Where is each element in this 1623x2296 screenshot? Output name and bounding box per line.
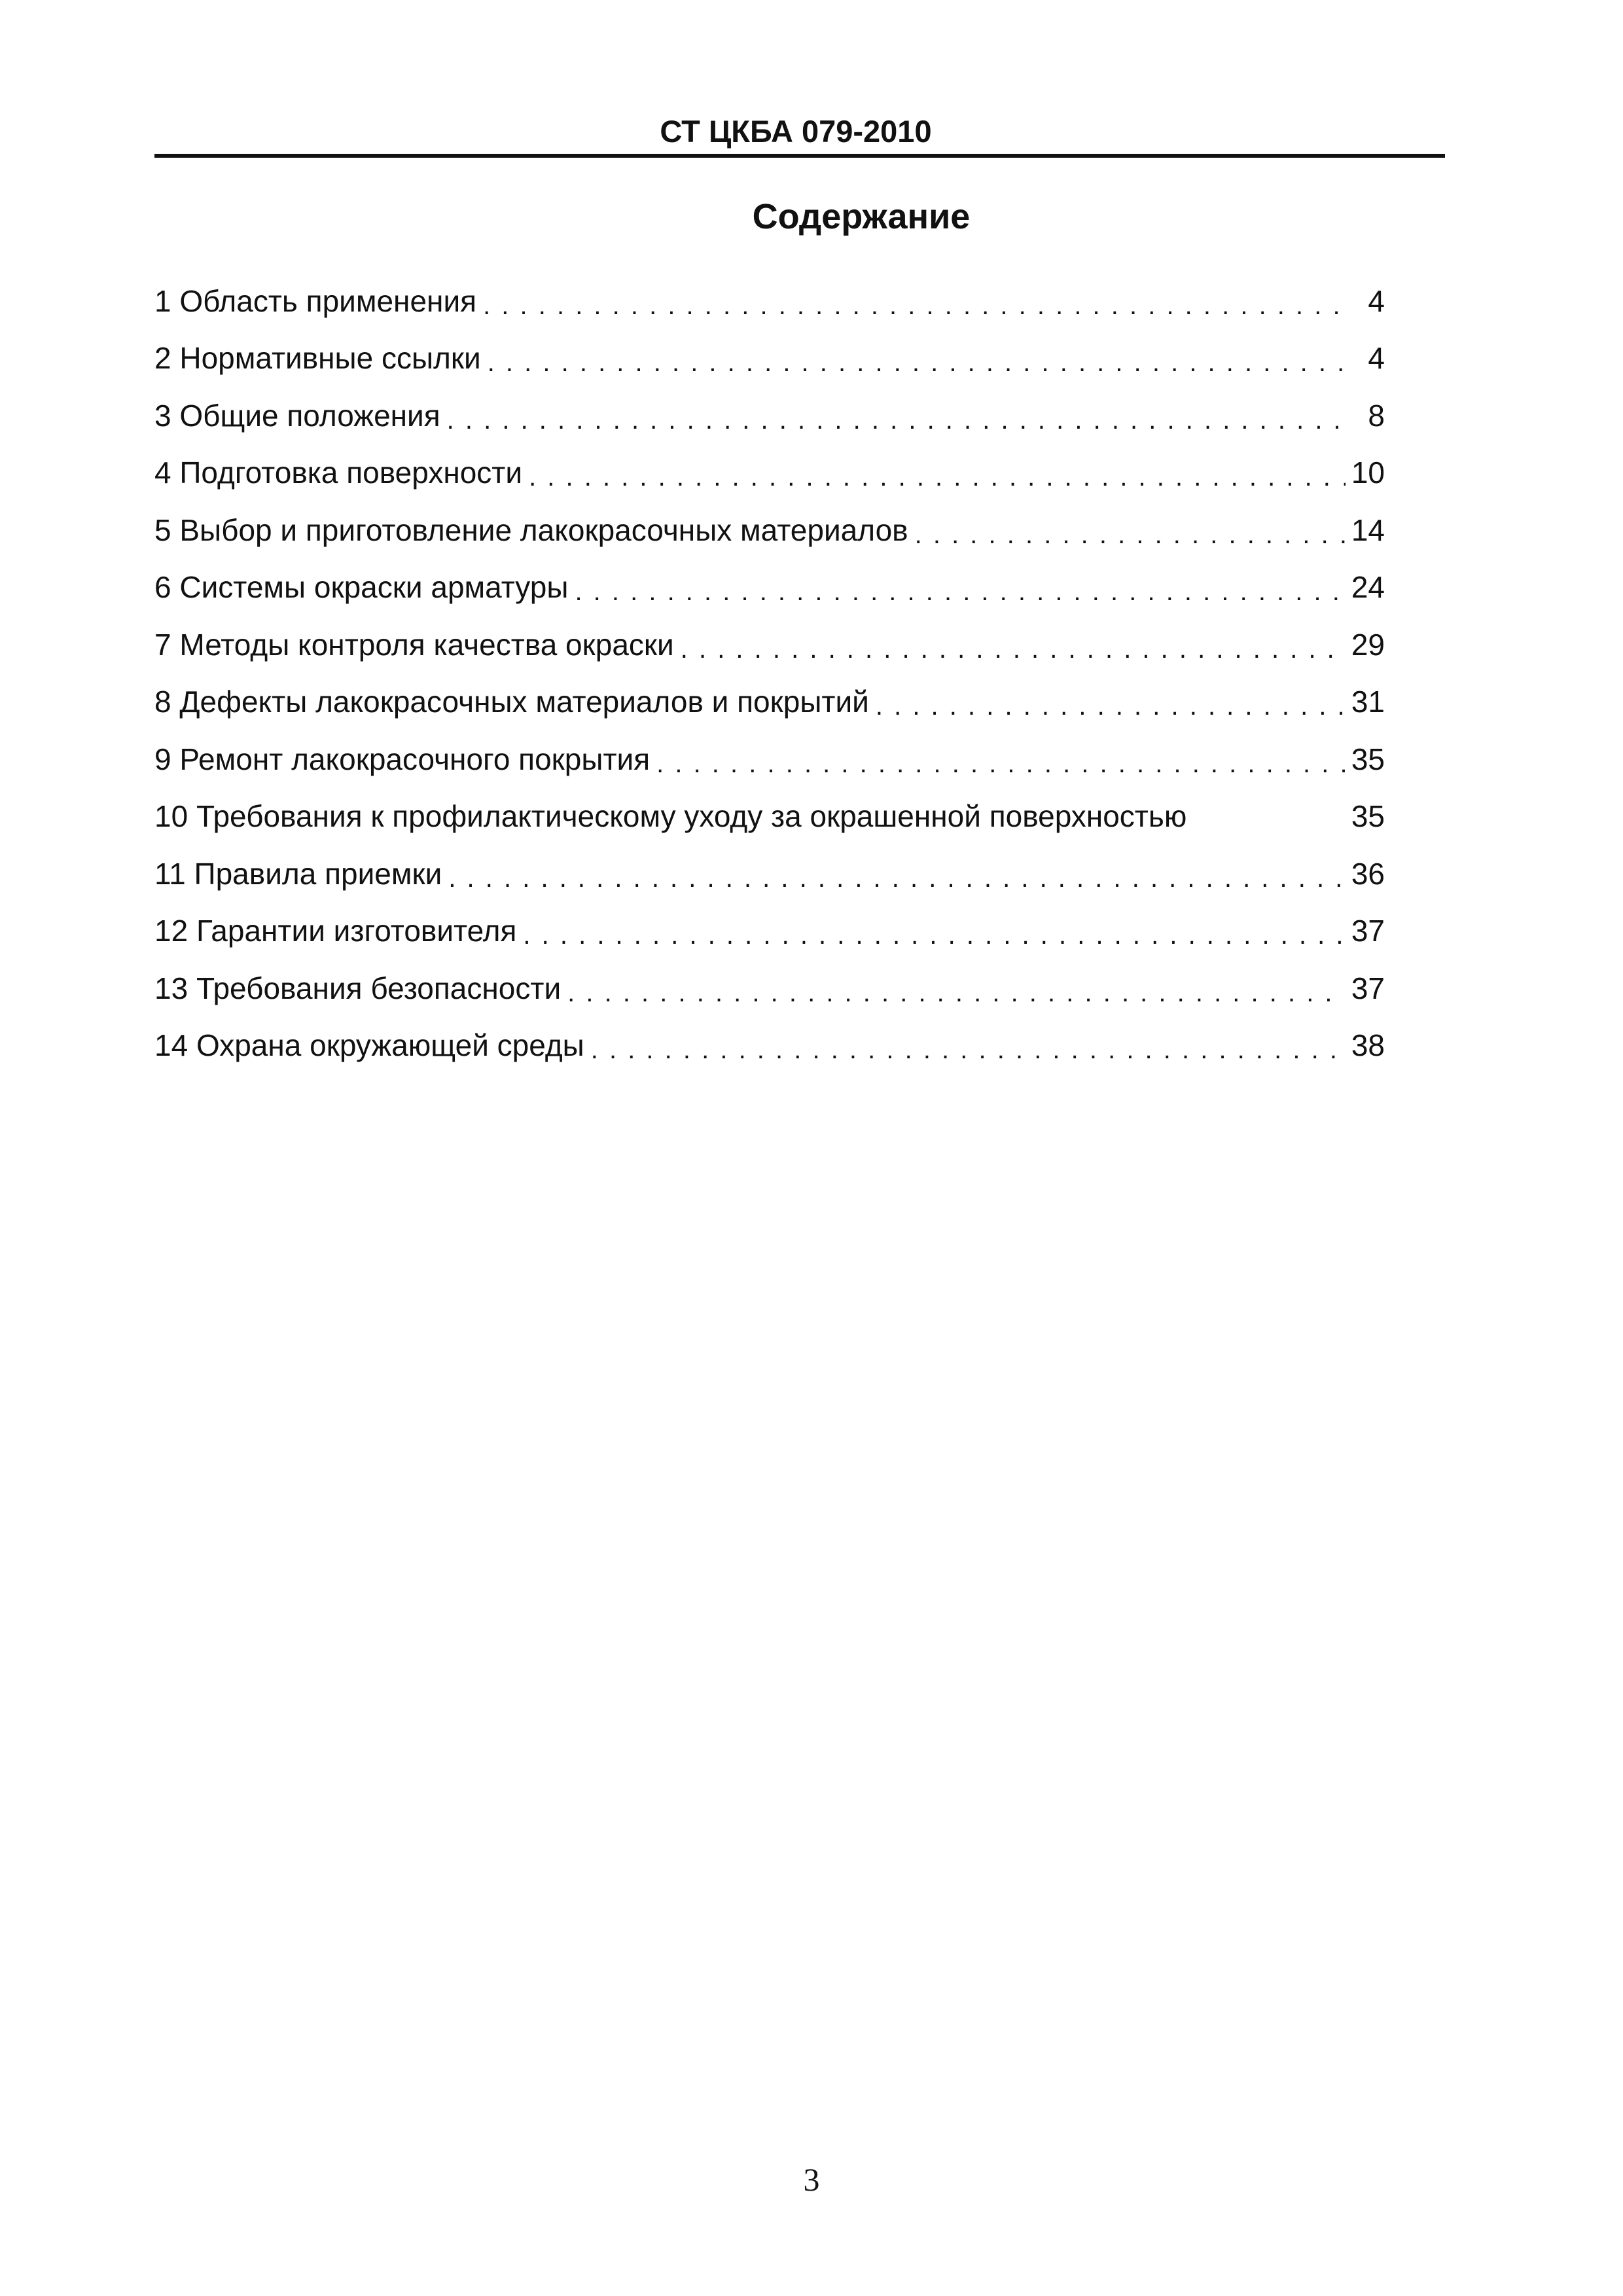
toc-entry-page: 10 xyxy=(1351,456,1385,490)
toc-entry[interactable] xyxy=(154,501,1385,559)
toc-entry-page: 29 xyxy=(1351,627,1385,662)
toc-entry-label: 12 Гарантии изготовителя xyxy=(154,914,517,948)
toc-entry-page: 36 xyxy=(1351,856,1385,891)
table-of-contents xyxy=(154,272,1385,1074)
toc-dot-leader xyxy=(483,291,1346,321)
toc-entry[interactable] xyxy=(154,444,1385,502)
toc-title xyxy=(154,194,1568,240)
toc-dot-leader xyxy=(656,749,1346,779)
toc-entry-label: 1 Область применения xyxy=(154,283,477,318)
toc-title-text: Содержание xyxy=(752,197,971,236)
toc-entry-page: 38 xyxy=(1351,1028,1385,1063)
toc-dot-leader xyxy=(567,978,1346,1008)
toc-entry-page: 24 xyxy=(1351,570,1385,605)
toc-dot-leader xyxy=(448,863,1346,893)
toc-entry[interactable] xyxy=(154,272,1385,330)
toc-entry-page: 31 xyxy=(1351,685,1385,719)
toc-entry[interactable] xyxy=(154,673,1385,731)
toc-entry-page: 35 xyxy=(1351,799,1385,834)
toc-entry-label: 13 Требования безопасности xyxy=(154,971,562,1005)
toc-dot-leader xyxy=(529,462,1346,492)
toc-dot-leader xyxy=(591,1035,1346,1065)
toc-entry[interactable] xyxy=(154,903,1385,960)
toc-entry-label: 4 Подготовка поверхности xyxy=(154,456,523,490)
toc-entry-page: 35 xyxy=(1351,742,1385,776)
toc-entry-label: 3 Общие положения xyxy=(154,398,440,433)
toc-entry-page: 8 xyxy=(1368,398,1385,433)
toc-entry-page: 4 xyxy=(1368,283,1385,318)
toc-dot-leader xyxy=(915,520,1346,550)
toc-entry-label: 10 Требования к профилактическому уходу за окрашенной поверхностью xyxy=(154,799,1187,834)
toc-entry-label: 7 Методы контроля качества окраски xyxy=(154,627,674,662)
toc-dot-leader xyxy=(488,348,1346,378)
toc-entry-label: 6 Системы окраски арматуры xyxy=(154,570,569,605)
toc-dot-leader xyxy=(575,577,1346,607)
toc-entry[interactable] xyxy=(154,387,1385,444)
toc-entry[interactable] xyxy=(154,1017,1385,1075)
toc-entry-label: 5 Выбор и приготовление лакокрасочных материалов xyxy=(154,512,908,547)
toc-entry-page: 37 xyxy=(1351,914,1385,948)
header-divider xyxy=(154,154,1445,158)
toc-entry[interactable] xyxy=(154,559,1385,617)
toc-dot-leader xyxy=(681,634,1346,664)
toc-entry-label: 2 Нормативные ссылки xyxy=(154,341,481,376)
toc-entry[interactable] xyxy=(154,616,1385,673)
document-code-header: СТ ЦКБА 079-2010 xyxy=(660,114,932,149)
toc-entry-label: 11 Правила приемки xyxy=(154,856,442,891)
toc-entry-page: 37 xyxy=(1351,971,1385,1005)
toc-entry[interactable] xyxy=(154,845,1385,903)
toc-dot-leader xyxy=(447,405,1346,435)
toc-entry[interactable] xyxy=(154,730,1385,788)
toc-entry[interactable] xyxy=(154,330,1385,387)
toc-entry[interactable] xyxy=(154,960,1385,1017)
toc-entry-page: 4 xyxy=(1368,341,1385,376)
toc-entry-label: 9 Ремонт лакокрасочного покрытия xyxy=(154,742,651,776)
toc-entry-page: 14 xyxy=(1351,512,1385,547)
page-number: 3 xyxy=(803,2161,820,2198)
toc-entry[interactable] xyxy=(154,788,1385,846)
toc-entry-label: 14 Охрана окружающей среды xyxy=(154,1028,584,1063)
toc-dot-leader xyxy=(876,691,1346,721)
toc-dot-leader xyxy=(523,920,1346,950)
toc-entry-label: 8 Дефекты лакокрасочных материалов и покрытий xyxy=(154,685,869,719)
